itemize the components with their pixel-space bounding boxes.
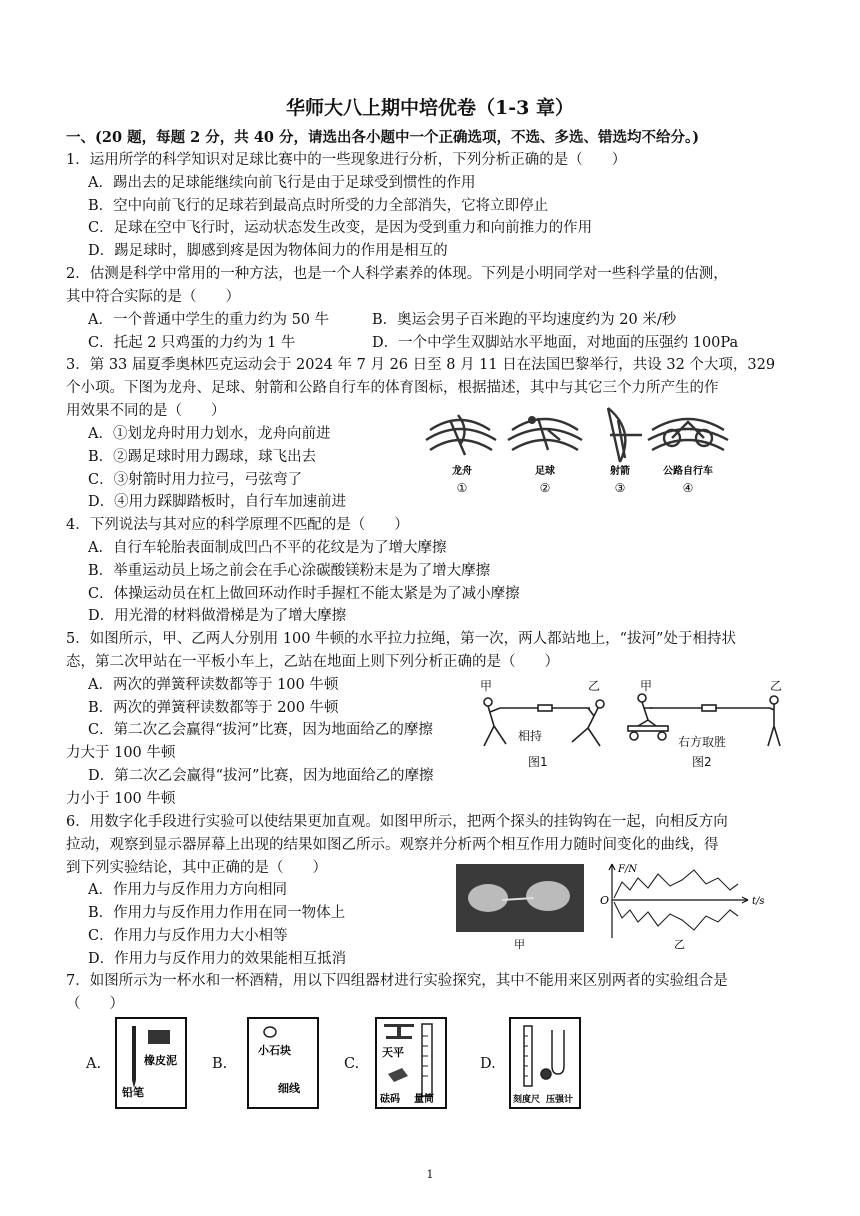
q4-option-d[interactable]: D．用光滑的材料做滑梯是为了增大摩擦 [88,608,347,624]
fig1-caption: 图1 [528,755,548,769]
q7-box-a[interactable] [114,1016,188,1110]
q7-option-d-label[interactable]: D. [480,1056,496,1072]
box-a-label-1: 橡皮泥 [144,1054,177,1067]
box-c-label-2: 砝码 [380,1094,400,1105]
q6-option-b[interactable]: B．作用力与反作用力作用在同一物体上 [88,905,346,921]
q2-stem-2: 其中符合实际的是（ ） [66,289,240,305]
q2-option-d[interactable]: D．一个中学生双脚站水平地面，对地面的压强约 100Pa [372,335,739,351]
q5-option-d-2: 力小于 100 牛顿 [66,791,176,807]
icon-label-archery: 射箭 [610,466,630,477]
q5-option-c-1[interactable]: C．第二次乙会赢得“拔河”比赛，因为地面给乙的摩擦 [88,722,433,738]
q3-option-b[interactable]: B．②踢足球时用力踢球，球飞出去 [88,449,317,465]
fig1-label-yi: 乙 [588,679,601,693]
q2-option-c[interactable]: C．托起 2 只鸡蛋的力约为 1 牛 [88,335,296,351]
q3-option-c[interactable]: C．③射箭时用力拉弓，弓弦弯了 [88,472,303,488]
ball-icon [528,416,536,424]
fig2-caption: 图2 [692,755,712,769]
q7-option-c-label[interactable]: C. [344,1056,360,1072]
q1-stem: 1．运用所学的科学知识对足球比赛中的一些现象进行分析，下列分析正确的是（ ） [66,152,627,168]
q4-stem: 4．下列说法与其对应的科学原理不匹配的是（ ） [66,517,409,533]
pencil-icon [132,1026,136,1080]
q7-box-c[interactable] [374,1016,448,1110]
page-number: 1 [426,1168,434,1181]
q7-option-a-label[interactable]: A. [86,1056,102,1072]
graph-x-label: t/s [752,896,765,907]
q3-option-a[interactable]: A．①划龙舟时用力划水，龙舟向前进 [88,426,331,442]
icon-num-3: ③ [614,481,626,495]
cylinder-icon [422,1024,432,1096]
q6-experiment-figure [452,860,792,952]
fig1-label-xiangchi: 相持 [518,729,543,743]
q2-option-a[interactable]: A．一个普通中学生的重力约为 50 牛 [88,312,330,328]
q5-tug-of-war-figure [470,676,800,776]
dragon-boat-icon [426,415,496,455]
q3-stem-1: 3．第 33 届夏季奥林匹克运动会于 2024 年 7 月 26 日至 8 月 11 日在法国巴黎举行，共设 32 个大项，329 [66,357,776,373]
box-b-label-2: 细线 [278,1082,300,1095]
fig2-label-youfang: 右方取胜 [678,735,727,749]
graph-y-label: F/N [618,864,638,875]
plasticine-icon [148,1030,170,1044]
q4-option-b[interactable]: B．举重运动员上场之前会在手心涂碳酸镁粉末是为了增大摩擦 [88,563,491,579]
icon-num-1: ① [456,481,468,495]
icon-label-football: 足球 [535,466,555,477]
q7-option-b-label[interactable]: B. [212,1056,228,1072]
fig2-label-jia: 甲 [640,679,653,693]
q5-stem-2: 态，第二次甲站在一平板小车上，乙站在地面上则下列分析正确的是（ ） [66,654,559,670]
icon-num-4: ④ [682,481,694,495]
q1-option-d[interactable]: D．踢足球时，脚感到疼是因为物体间力的作用是相互的 [88,243,448,259]
box-c-label-3: 量筒 [414,1094,434,1105]
box-b-label-1: 小石块 [258,1044,291,1057]
q7-stem-1: 7．如图所示为一杯水和一杯酒精，用以下四组器材进行实验探究，其中不能用来区别两者的实验组合是 [66,973,728,989]
fig1-label-jia: 甲 [480,679,493,693]
q3-stem-2: 个小项。下图为龙舟、足球、射箭和公路自行车的体育图标，根据描述，其中与其它三个力所产生的作 [66,380,719,396]
football-icon [508,416,582,450]
q2-stem-1: 2．估测是科学中常用的一种方法，也是一个人科学素养的体现。下列是小明同学对一些科学量的估测， [66,266,728,282]
q6-stem-2: 拉动，观察到显示器屏幕上出现的结果如图乙所示。观察并分析两个相互作用力随时间变化的曲线，得 [66,837,719,853]
q6-stem-3: 到下列实验结论，其中正确的是（ ） [66,860,327,876]
q6-option-c[interactable]: C．作用力与反作用力大小相等 [88,928,288,944]
box-d-label-1: 刻度尺 [513,1095,541,1105]
q7-stem-2: （ ） [66,996,124,1012]
q6-option-d[interactable]: D．作用力与反作用力的效果能相互抵消 [88,951,347,967]
icon-label-road-cycling: 公路自行车 [663,466,713,477]
q7-box-b[interactable] [246,1016,320,1110]
q5-option-b[interactable]: B．两次的弹簧秤读数都等于 200 牛顿 [88,700,339,716]
q1-option-c[interactable]: C．足球在空中飞行时，运动状态发生改变，是因为受到重力和向前推力的作用 [88,220,593,236]
q4-option-a[interactable]: A．自行车轮胎表面制成凹凸不平的花纹是为了增大摩擦 [88,540,447,556]
road-cycling-icon [648,419,728,450]
graph-origin: O [600,894,610,907]
box-d-label-2: 压强计 [546,1095,574,1105]
archery-icon [608,408,642,462]
force-time-graph [600,864,765,938]
q7-box-d[interactable] [508,1016,582,1110]
q1-option-b[interactable]: B．空中向前飞行的足球若到最高点时所受的力全部消失，它将立即停止 [88,198,549,214]
q4-option-c[interactable]: C．体操运动员在杠上做回环动作时手握杠不能太紧是为了减小摩擦 [88,586,520,602]
q5-stem-1: 5．如图所示，甲、乙两人分别用 100 牛顿的水平拉力拉绳，第一次，两人都站地上，“拔河”处于相持状 [66,631,736,647]
q5-option-c-2: 力大于 100 牛顿 [66,745,176,761]
q6-stem-1: 6．用数字化手段进行实验可以使结果更加直观。如图甲所示，把两个探头的挂钩钩在一起，向相反方向 [66,814,728,830]
q5-option-d-1[interactable]: D．第二次乙会赢得“拔河”比赛，因为地面给乙的摩擦 [88,768,434,784]
box-c-label-1: 天平 [382,1046,404,1059]
q1-option-a[interactable]: A．踢出去的足球能继续向前飞行是由于足球受到惯性的作用 [88,175,476,191]
icon-label-dragon-boat: 龙舟 [452,466,472,477]
q3-option-d[interactable]: D．④用力踩脚踏板时，自行车加速前进 [88,494,347,510]
q3-sport-icons-figure [420,400,740,500]
icon-num-2: ② [539,481,551,495]
box-a-label-2: 铅笔 [122,1086,144,1099]
q3-stem-3: 用效果不同的是（ ） [66,403,226,419]
fig-yi-caption: 乙 [674,938,685,951]
q2-option-b[interactable]: B．奥运会男子百米跑的平均速度约为 20 米/秒 [372,312,677,328]
q5-option-a[interactable]: A．两次的弹簧秤读数都等于 100 牛顿 [88,677,339,693]
fig-jia-caption: 甲 [514,938,525,951]
page-title: 华师大八上期中培优卷（1-3 章） [286,97,574,119]
section-heading: 一、(20 题，每题 2 分，共 40 分，请选出各小题中一个正确选项，不选、多选、错选均不给分。) [66,129,700,146]
fig2-label-yi: 乙 [770,679,783,693]
q6-option-a[interactable]: A．作用力与反作用力方向相同 [88,882,287,898]
